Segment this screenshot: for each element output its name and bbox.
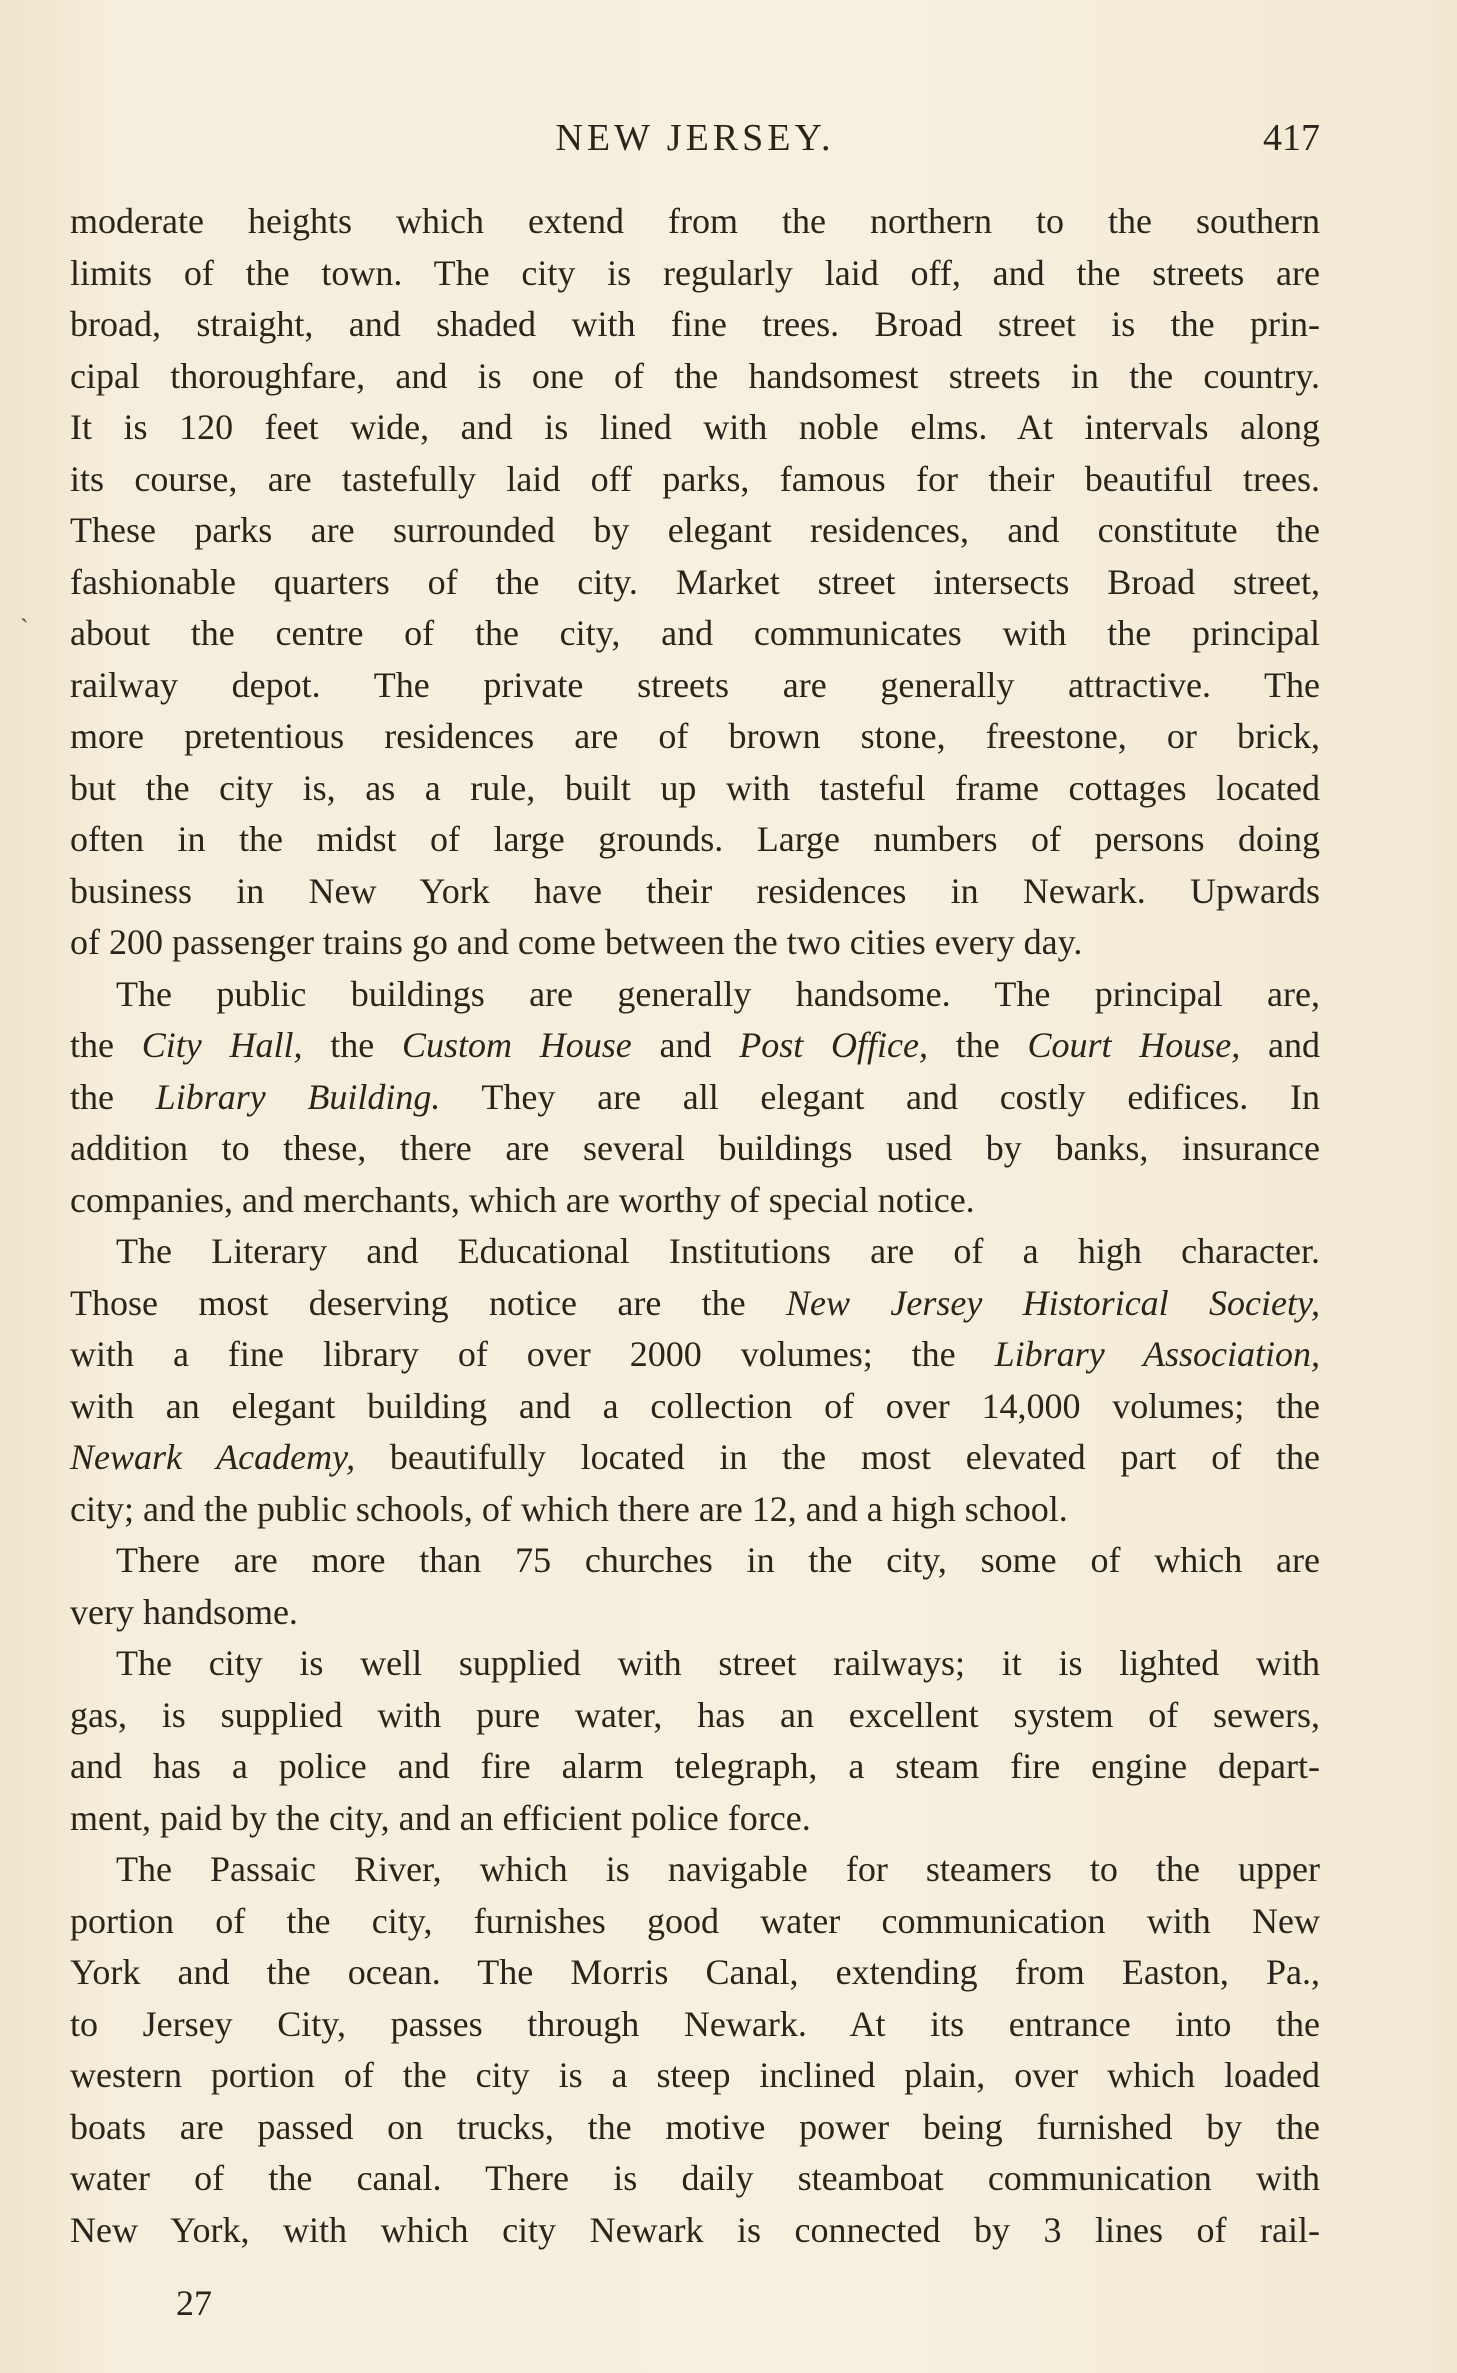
text-line [70, 1072, 1320, 1124]
text-line: railway depot. The private streets are generally attractive. The [70, 664, 1320, 705]
text-line: New York, with which city Newark is connected by 3 lines of rail- [70, 2209, 1320, 2250]
margin-mark: ` [20, 614, 29, 643]
italic-phrase: New Jersey Historical Society, [786, 1282, 1320, 1323]
text-line: gas, is supplied with pure water, has an excellent system of sewers, [70, 1694, 1320, 1735]
text-line: York and the ocean. The Morris Canal, extending from Easton, Pa., [70, 1952, 1320, 1992]
text-run: beautifully located in the most elevated part of the [355, 1437, 1320, 1477]
text-line: portion of the city, furnishes good water communication with New [70, 1900, 1320, 1941]
text-line: fashionable quarters of the city. Market street intersects Broad street, [70, 561, 1320, 602]
page-number: 417 [1263, 117, 1320, 159]
text-line: to Jersey City, passes through Newark. At its entrance into the [70, 2003, 1320, 2044]
text-line: of 200 passenger trains go and come between the two cities every day. [70, 922, 1083, 962]
text-line: It is 120 feet wide, and is lined with noble elms. At intervals along [70, 407, 1320, 447]
text-run: the [928, 1025, 1028, 1065]
text-run: the [302, 1025, 403, 1065]
text-line: business in New York have their residences in Newark. Upwards [70, 870, 1320, 911]
text-line: These parks are surrounded by elegant residences, and constitute the [70, 510, 1320, 550]
text-line [70, 1432, 1320, 1484]
text-line: city; and the public schools, of which there are 12, and a high school. [70, 1488, 1068, 1529]
text-line: very handsome. [70, 1591, 298, 1632]
running-head: NEW JERSEY. [555, 117, 835, 159]
text-line: boats are passed on trucks, the motive power being furnished by the [70, 2106, 1320, 2147]
text-line: moderate heights which extend from the northern to the southern [70, 201, 1320, 241]
text-line: but the city is, as a rule, built up with tasteful frame cottages located [70, 767, 1320, 808]
body-text [70, 196, 1320, 2256]
text-line: more pretentious residences are of brown stone, freestone, or brick, [70, 716, 1320, 756]
text-run: They are all elegant and costly edifices. In [440, 1076, 1320, 1117]
italic-phrase: City Hall, [141, 1025, 303, 1065]
text-line: addition to these, there are several buildings used by banks, insurance [70, 1128, 1320, 1168]
text-line: The public buildings are generally handsome. The principal are, [116, 973, 1320, 1014]
text-line: broad, straight, and shaded with fine trees. Broad street is the prin- [70, 304, 1320, 344]
text-run: the [70, 1025, 142, 1065]
signature-mark: 27 [176, 2283, 212, 2323]
italic-phrase: Newark Academy, [70, 1437, 356, 1477]
text-line: There are more than 75 churches in the city, some of which are [116, 1540, 1320, 1580]
text-line: The Literary and Educational Institutions are of a high character. [116, 1231, 1320, 1271]
text-run: and [631, 1025, 740, 1065]
text-line [70, 1020, 1320, 1072]
text-line [70, 1329, 1320, 1381]
text-run: Those most deserving notice are the [70, 1282, 787, 1323]
text-line: its course, are tastefully laid off parks, famous for their beautiful trees. [70, 458, 1320, 499]
italic-phrase: Court House, [1027, 1025, 1241, 1065]
text-line: and has a police and fire alarm telegraph, a steam fire engine depart- [70, 1746, 1320, 1786]
text-line: companies, and merchants, which are worthy of special notice. [70, 1179, 975, 1220]
text-line: The Passaic River, which is navigable for steamers to the upper [116, 1849, 1320, 1889]
page-header [70, 112, 1320, 162]
italic-phrase: Library Building. [155, 1076, 441, 1117]
text-line [70, 1278, 1320, 1330]
text-line: about the centre of the city, and communicates with the principal [70, 613, 1320, 653]
italic-phrase: Custom House [402, 1025, 632, 1065]
text-line: limits of the town. The city is regularly laid off, and the streets are [70, 252, 1320, 293]
text-line: water of the canal. There is daily steamboat communication with [70, 2158, 1320, 2198]
text-run: the [70, 1076, 156, 1117]
text-run: with a fine library of over 2000 volumes; the [70, 1334, 995, 1374]
text-line: often in the midst of large grounds. Large numbers of persons doing [70, 819, 1320, 859]
text-line: The city is well supplied with street railways; it is lighted with [116, 1643, 1320, 1683]
text-line: ment, paid by the city, and an efficient police force. [70, 1797, 811, 1838]
text-line: cipal thoroughfare, and is one of the handsomest streets in the country. [70, 355, 1320, 396]
text-line: with an elegant building and a collection of over 14,000 volumes; the [70, 1385, 1320, 1426]
text-line: western portion of the city is a steep inclined plain, over which loaded [70, 2055, 1320, 2095]
italic-phrase: Library Association, [994, 1334, 1320, 1374]
italic-phrase: Post Office, [739, 1025, 929, 1065]
text-run: and [1240, 1025, 1321, 1065]
